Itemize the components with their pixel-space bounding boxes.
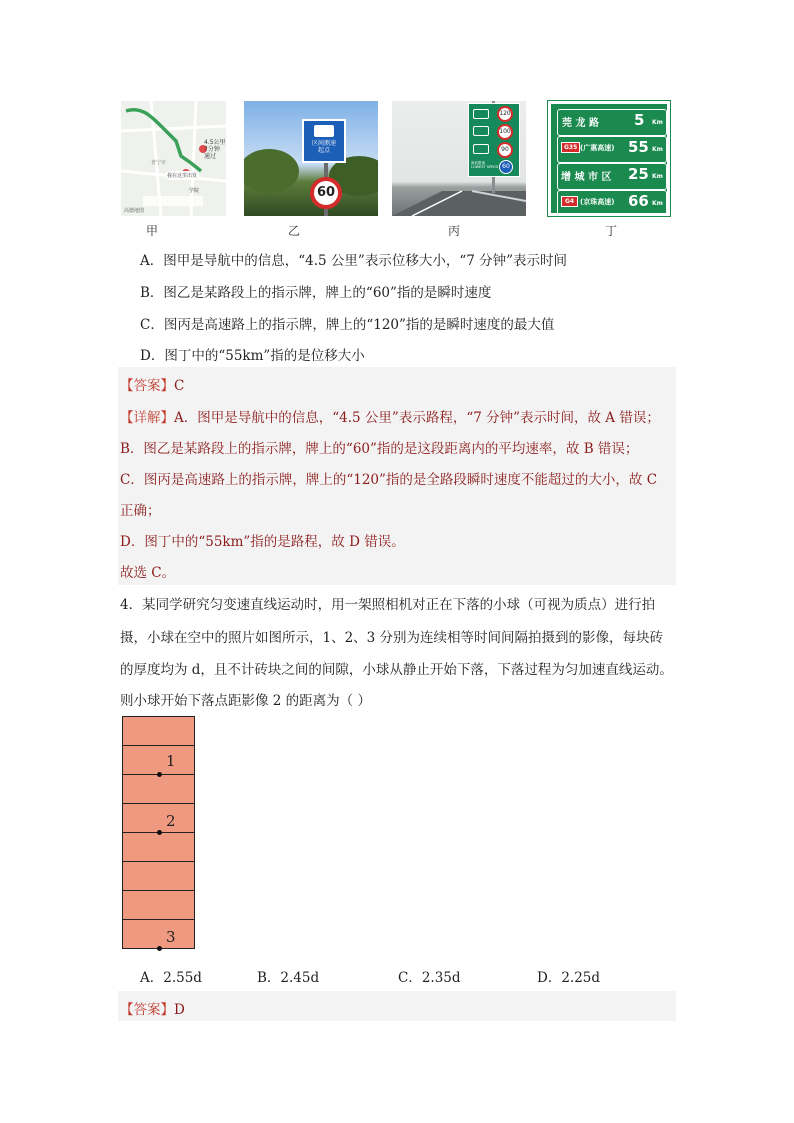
distance-row-3 [557,163,667,190]
lane-speed-sign [468,103,520,177]
q4-option-b: B．2.45d [257,970,320,986]
q4-answer-block [118,991,676,1021]
g4-badge: G4 [561,196,578,207]
q3-detail-text-1: A．图甲是导航中的信息，“4.5 公里”表示路程，“7 分钟”表示时间，故 A 错误； [174,410,660,426]
caption-yi: 乙 [288,224,301,238]
q4-line-2: 摄，小球在空中的照片如图所示，1、2、3 分别为连续相等时间间隔拍摄到的影像，每块砖 [120,630,664,646]
q4-answer-value: D [174,1002,185,1018]
q3-detail-line-1 [120,406,660,426]
g35-badge: G35 [561,142,580,153]
map-photo [121,101,226,216]
speed-limit-60-value: 60 [316,185,336,200]
q4-line-1: 4．某同学研究匀变速直线运动时，用一架照相机对正在下落的小球（可视为质点）进行拍 [120,597,656,613]
q4-option-d: D．2.25d [537,970,601,986]
q3-detail-line-5: D．图丁中的“55km”指的是路程，故 D 错误。 [120,534,405,550]
q3-detail-tag: 【详解】 [120,410,174,426]
q3-detail-line-6: 故选 C。 [120,565,176,581]
q4-option-a: A．2.55d [140,970,202,986]
ball-image-2-label: 2 [166,812,176,830]
distance-row-3-unit: Km [652,173,663,180]
lane-limit-120: 120 [497,106,513,122]
distance-sign-photo [548,101,670,216]
map-bottom-label: 高德地图 [124,208,145,214]
distance-row-3-name: 增 城 市 区 [561,172,612,183]
distance-row-1 [557,109,667,136]
caption-bing: 丙 [448,224,461,238]
brick [122,716,195,746]
distance-row-2 [557,136,667,163]
caption-jia: 甲 [146,224,159,238]
ball-image-3-label: 3 [166,928,176,946]
q3-option-d: D．图丁中的“55km”指的是位移大小 [140,348,365,364]
q3-answer [120,374,184,394]
brick [122,774,195,804]
q4-line-4: 则小球开始下落点距影像 2 的距离为（ ） [120,693,371,709]
lane-limit-90: 90 [497,142,513,158]
lane-limit-100: 100 [497,124,513,140]
q3-detail-line-3: C．图丙是高速路上的指示牌，牌上的“120”指的是全路段瞬时速度不能超过的大小，故 C [120,472,658,488]
q3-detail-line-2: B．图乙是某路段上的指示牌，牌上的“60”指的是这段距离内的平均速率，故 B 错误； [120,441,639,457]
q3-option-b: B．图乙是某路段上的指示牌，牌上的“60”指的是瞬时速度 [140,285,492,301]
ball-image-3 [157,946,162,951]
map-distance-overlay: 4.5公里 7分钟 通过 [204,139,226,160]
q4-answer [120,998,185,1018]
lane-limit-60: 60 [499,160,513,174]
caption-ding: 丁 [605,224,618,238]
map-town-label: 普宁市 [151,160,167,166]
brick [122,890,195,920]
q4-answer-tag: 【答案】 [120,1002,174,1018]
distance-row-2-name: (广惠高速) [580,144,615,152]
distance-row-4 [557,190,667,216]
q3-detail-line-4: 正确； [120,503,161,519]
speed-zone-photo [244,101,378,216]
brick [122,803,195,833]
brick [122,832,195,862]
distance-row-4-name: (京珠高速) [580,198,615,206]
map-goal-label: 学院 [189,188,200,194]
q3-answer-value: C [174,378,185,394]
lane-min-label: 最低限速 LOWEST SPEED [471,161,499,169]
distance-row-3-value: 25 [628,165,649,183]
q4-line-3: 的厚度均为 d，且不计砖块之间的间隙，小球从静止开始下落，下落过程为匀加速直线运动。 [120,662,673,678]
section-speed-sign [302,119,346,163]
distance-row-1-unit: Km [652,119,663,126]
distance-row-2-unit: Km [652,146,663,153]
ball-image-2 [157,830,162,835]
speed-limit-60-sign [310,177,342,209]
brick [122,861,195,891]
ball-image-1 [157,772,162,777]
distance-row-4-value: 66 [628,192,649,210]
q3-answer-tag: 【答案】 [120,378,174,394]
section-speed-sign-text: 区间测速 起点 [311,140,336,154]
distance-row-1-name: 莞 龙 路 [562,118,599,129]
brick [122,919,195,949]
ball-image-1-label: 1 [166,752,176,770]
brick [122,745,195,775]
distance-row-4-unit: Km [652,200,663,207]
distance-row-1-value: 5 [634,111,645,129]
q4-option-c: C．2.35d [398,970,461,986]
map-start-label: 我在这里出发 [167,173,198,179]
distance-row-2-value: 55 [628,138,649,156]
q3-option-a: A．图甲是导航中的信息，“4.5 公里”表示位移大小，“7 分钟”表示时间 [140,253,567,269]
highway-photo [392,101,526,216]
q3-option-c: C．图丙是高速路上的指示牌，牌上的“120”指的是瞬时速度的最大值 [140,317,555,333]
